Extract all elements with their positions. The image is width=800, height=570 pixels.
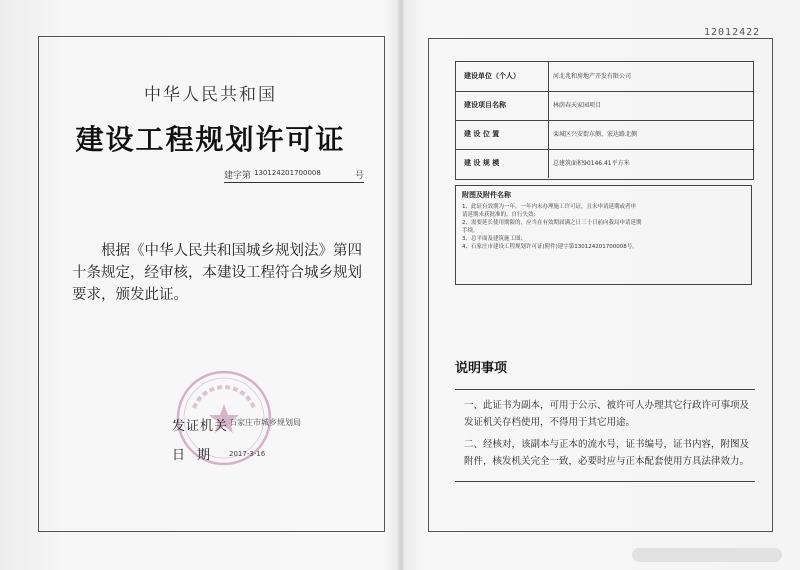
- row-value-location: 栾城区兴安街东侧、宏达路北侧: [553, 131, 638, 138]
- annex-line: 3、总平面及建筑施工图；: [462, 236, 527, 242]
- annex-box: [455, 185, 752, 285]
- date-label: 日期: [172, 448, 223, 463]
- number-prefix: 建字第: [224, 171, 252, 181]
- annex-line: 手续。: [462, 228, 479, 234]
- certificate-number: 130124201700008: [254, 169, 321, 177]
- row-label-project: 建设项目名称: [456, 91, 549, 120]
- certificate-title: 建设工程规划许可证: [75, 123, 346, 156]
- annex-line: 请延期未获批准的，自行失效；: [462, 212, 540, 218]
- table-row: [456, 149, 753, 178]
- annex-line: 2、需要延长使用期限的，应当在有效期届满之日三十日前向我局申请延期: [462, 220, 642, 226]
- row-label-builder: 建设单位（个人）: [456, 62, 549, 91]
- row-value-project: 林荫春天家园项目: [553, 102, 602, 109]
- table-row: [456, 120, 753, 150]
- serial-number: 12012422: [704, 27, 761, 38]
- row-value-builder: 河北兆和房地产开发有限公司: [553, 73, 632, 80]
- note-item: 一、此证书为副本，可用于公示、被许可人办理其它行政许可事项及发证机关存档使用，不得用于其它用途。: [464, 400, 750, 428]
- annex-line: 1、此证有效期为一年，一年内未办理施工许可证，且未申请延期或者申: [462, 204, 637, 210]
- issuer-label: 发证机关: [172, 419, 229, 434]
- notes-divider: [455, 389, 755, 390]
- note-item: 二、经核对，该副本与正本的流水号，证书编号，证书内容，附图及附件，核发机关完全一致，必要时应与正本配套使用方具法律效力。: [464, 439, 750, 467]
- notes-divider-bottom: [455, 481, 755, 482]
- project-info-table: [455, 61, 754, 180]
- row-value-scale: 总建筑面积90146.41平方米: [553, 160, 630, 167]
- row-label-location: 建 设 位 置: [456, 120, 549, 149]
- annex-line: 4、石家庄市建设工程规划许可证(附件)建字第130124201700008号。: [462, 244, 638, 250]
- issuer-name: 石家庄市城乡规划局: [229, 418, 301, 427]
- number-suffix: 号: [354, 171, 364, 181]
- page-fold: [398, 0, 404, 570]
- row-label-scale: 建 设 规 模: [456, 149, 549, 178]
- issue-date: 2017-3-16: [229, 450, 266, 458]
- legal-basis-text: 根据《中华人民共和国城乡规划法》第四十条规定，经审核，本建设工程符合城乡规划要求，颁发此证。: [72, 243, 362, 303]
- table-row: [456, 62, 753, 92]
- notes-title: 说明事项: [455, 361, 508, 376]
- annex-title: 附图及附件名称: [462, 191, 511, 199]
- country-name: 中华人民共和国: [144, 85, 277, 105]
- table-row: [456, 91, 753, 121]
- certificate-number-line: [224, 168, 364, 183]
- watermark-overlay: [632, 548, 782, 562]
